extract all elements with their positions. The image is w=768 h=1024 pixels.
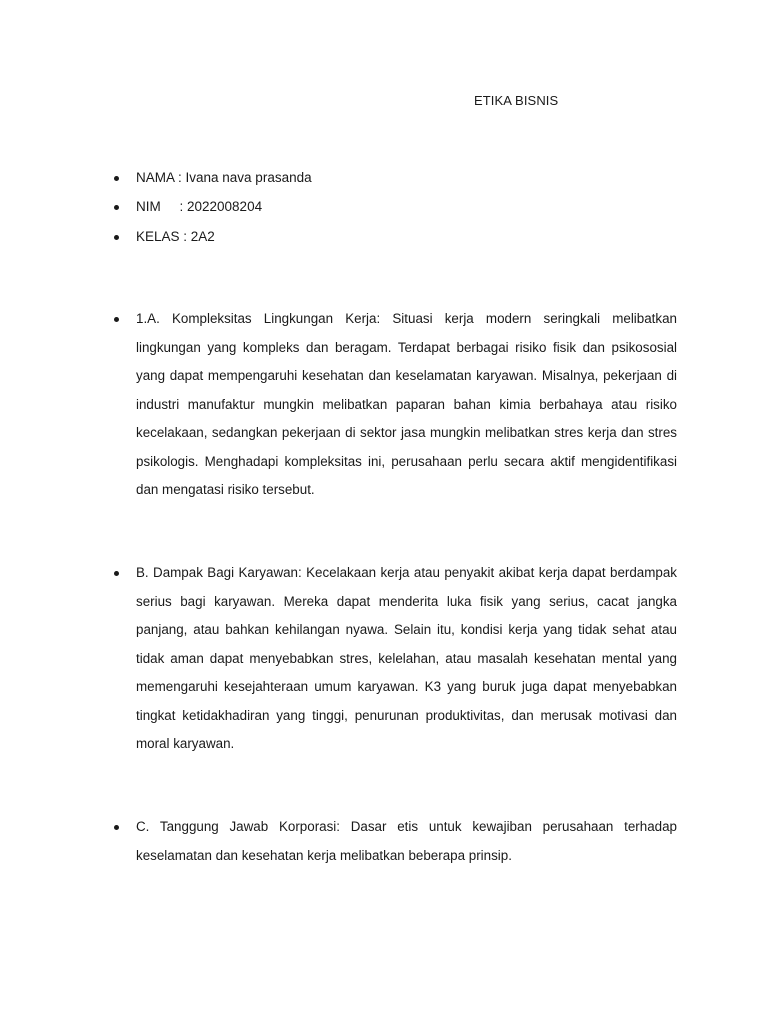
section-paragraph-1a: 1.A. Kompleksitas Lingkungan Kerja: Situasi kerja modern seringkali melibatkan lingkungan yang kompleks dan beragam. Terdapat berbagai risiko fisik dan psikososial yang dapat mempengaruhi kesehatan dan keselamatan karyawan. Misalnya, pekerjaan di industri manufaktur mungkin melibatkan paparan bahan kimia berbahaya atau risiko kecelakaan, sedangkan pekerjaan di sektor jasa mungkin melibatkan stres kerja dan stres psikologis. Menghadapi kompleksitas ini, perusahaan perlu secara aktif mengidentifikasi dan mengatasi risiko tersebut.: [136, 311, 677, 497]
section-paragraph-c: C. Tanggung Jawab Korporasi: Dasar etis untuk kewajiban perusahaan terhadap keselamatan dan kesehatan kerja melibatkan beberapa prinsip.: [136, 819, 677, 863]
bullet-icon: [114, 235, 119, 240]
bullet-icon: [114, 176, 119, 181]
section-paragraph-b: B. Dampak Bagi Karyawan: Kecelakaan kerja atau penyakit akibat kerja dapat berdampak serius bagi karyawan. Mereka dapat menderita luka fisik yang serius, cacat jangka panjang, atau bahkan kehilangan nyawa. Selain itu, kondisi kerja yang tidak sehat atau tidak aman dapat menyebabkan stres, kelelahan, atau masalah kesehatan mental yang memengaruhi kesejahteraan umum karyawan. K3 yang buruk juga dapat menyebabkan tingkat ketidakhadiran yang tinggi, penurunan produktivitas, dan merusak motivasi dan moral karyawan.: [136, 565, 677, 751]
student-nim-text: NIM : 2022008204: [136, 199, 263, 214]
document-title: ETIKA BISNIS: [474, 93, 559, 108]
bullet-icon: [114, 317, 119, 322]
bullet-icon: [114, 571, 119, 576]
bullet-icon: [114, 825, 119, 830]
student-class-text: KELAS : 2A2: [136, 229, 215, 244]
bullet-icon: [114, 205, 119, 210]
student-name-text: NAMA : Ivana nava prasanda: [136, 170, 312, 185]
